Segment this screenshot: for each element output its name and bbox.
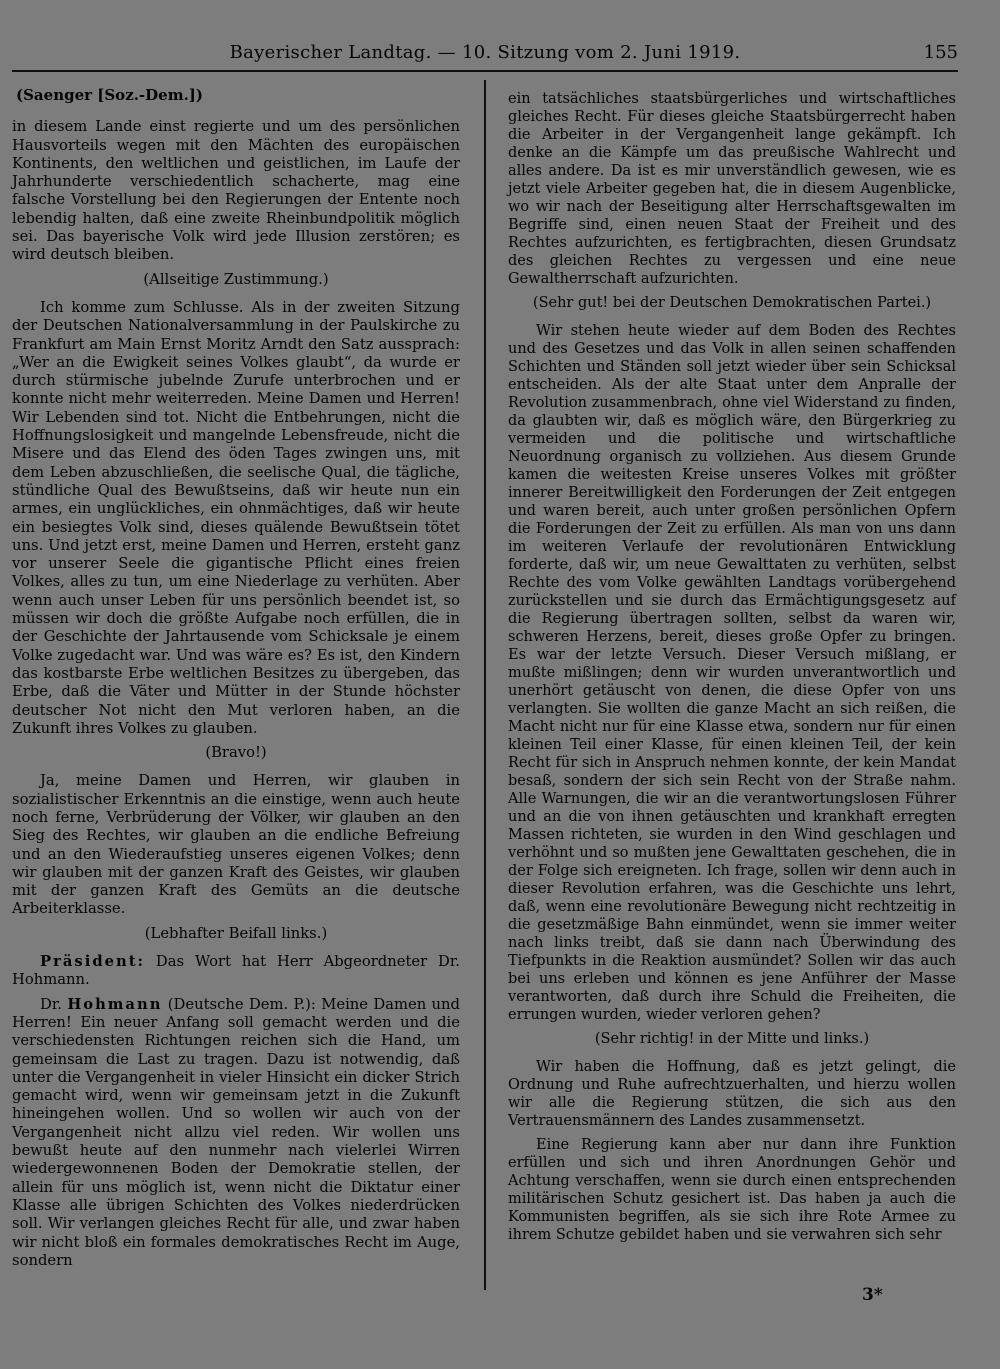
paragraph: Ja, meine Damen und Herren, wir glauben in sozialistischer Erkenntnis an die einstige, wenn auch heute noch ferne, Verbrüderung der Völker, wir glauben an den Sieg des Rechtes, wir glauben an die endliche Befreiung und an den Wiederaufstieg unseres eigenen Volkes; denn wir glauben mit der ganzen Kraft des Geistes, wir glauben mit der ganzen Kraft des Gemüts an die deutsche Arbeiterklasse. [12,772,460,918]
reaction: (Lebhafter Beifall links.) [144,924,328,942]
left-column [12,86,460,1276]
speaker-heading: (Saenger [Soz.-Dem.]) [16,86,203,104]
speech-text: Meine Damen und Herren! Ein neuer Anfang soll gemacht werden und die verschiedensten Richtungen reichen sich die Hand, um gemeinsam die Last zu tragen. Dazu ist notwendig, daß unter die Vergangenheit in vieler Hinsicht ein dicker Strich gemacht wird, wenn wir gemeinsam jetzt in die Zukunft hineingehen wollen. Und so wollen wir auch von der Vergangenheit nicht allzu viel reden. Wir wollen uns bewußt heute auf den nunmehr nach vielerlei Wirren wiedergewonnenen Boden der Demokratie stellen, der allein für uns möglich ist, wenn nicht die Diktatur einer Klasse alle übrigen Schichten des Volkes niederdrücken soll. Wir verlangen gleiches Recht für alle, und zwar haben wir nicht bloß ein formales demokratisches Recht im Auge, sondern [12,995,460,1269]
reaction: (Sehr gut! bei der Deutschen Demokratischen Partei.) [532,295,932,311]
speaker-title: Dr. [40,995,62,1013]
paragraph: Wir haben die Hoffnung, daß es jetzt gelingt, die Ordnung und Ruhe aufrechtzuerhalten, und hierzu wollen wir alle die Regierung stützen, die sich aus den Vertrauensmännern des Landes zusammensetzt. [508,1059,956,1129]
right-column [508,90,956,1250]
column-divider [484,80,486,1290]
paragraph: Ich komme zum Schlusse. Als in der zweiten Sitzung der Deutschen Nationalversammlung in der Paulskirche zu Frankfurt am Main Ernst Moritz Arndt den Satz aussprach: „Wer an die Ewigkeit seines Volkes glaubt“, da wurde er durch stürmische jubelnde Zurufe unterbrochen und er konnte nicht mehr weiterreden. Meine Damen und Herren! Wir Lebenden sind tot. Nicht die Entbehrungen, nicht die Hoffnungslosigkeit und mangelnde Lebensfreude, nicht die Misere und das Elend des öden Tages zwingen uns, mit dem Leben abzuschließen, die seelische Qual, die tägliche, stündliche Qual des Bewußtseins, daß wir heute nun ein armes, ein unglückliches, ein ohnmächtiges, daß wir heute ein besiegtes Volk sind, dieses quälende Bewußtsein tötet uns. Und jetzt erst, meine Damen und Herren, ersteht ganz vor unserer Seele die gigantische Pflicht eines freien Volkes, alles zu tun, um eine Niederlage zu verhüten. Aber wenn auch unser Leben für uns persönlich beendet ist, so müssen wir doch die größte Aufgabe noch erfüllen, die in der Geschichte der Jahrtausende vom Schicksale je einem Volke zugedacht war. Und was wäre es? Es ist, den Kindern das kostbarste Erbe weltlichen Besitzes zu übergeben, das Erbe, daß die Väter und Mütter in der Stunde höchster deutscher Not nicht den Mut verloren haben, an die Zukunft ihres Volkes zu glauben. [12,298,460,737]
reaction: (Sehr richtig! in der Mitte und links.) [594,1031,870,1047]
paragraph: in diesem Lande einst regierte und um des persönlichen Hausvorteils wegen mit den Mächten des europäischen Kontinents, den weltlichen und geistlichen, im Laufe der Jahrhunderte verschiedentlich schacherte, mag eine falsche Vorstellung bei den Regierungen der Entente noch lebendig halten, daß eine zweite Rheinbundpolitik möglich sei. Das bayerische Volk wird jede Illusion zerstören; es wird deutsch bleiben. [12,118,460,264]
page-number: 155 [923,42,958,63]
running-title: Bayerischer Landtag. — 10. Sitzung vom 2. Juni 1919. [229,42,741,63]
page-header [12,40,958,72]
speaker-party: (Deutsche Dem. P.): [167,995,316,1013]
president-text: Das Wort hat Herr Abgeordneter Dr. Hohmann. [12,953,460,989]
signature-mark: 3* [862,1285,883,1305]
president-label: Präsident: [40,953,146,971]
speaker-paragraph [12,996,460,1270]
paragraph: ein tatsächliches staatsbürgerliches und wirtschaftliches gleiches Recht. Für dieses gleiche Staatsbürgerrecht haben die Arbeiter in der Vergangenheit lange gekämpft. Ich denke an die Kämpfe um das preußische Wahlrecht und alles andere. Da ist es mir unverständlich gewesen, wie es jetzt viele Arbeiter gegeben hat, die in diesem Augenblicke, wo wir nach der Beseitigung alter Herrschaftsgewalten im Begriffe sind, einen neuen Staat der Freiheit und des Rechtes aufzurichten, es fertigbrachten, diesen Grundsatz des gleichen Rechtes zu vergessen und eine neue Gewaltherrschaft aufzurichten. [508,91,956,287]
speaker-name: Hohmann [67,995,163,1013]
paragraph: Eine Regierung kann aber nur dann ihre Funktion erfüllen und sich und ihren Anordnungen Gehör und Achtung verschaffen, wenn sie durch einen entsprechenden militärischen Schutz gesichert ist. Das haben ja auch die Kommunisten begriffen, als sie sich ihre Rote Armee zu ihrem Schutze gebildet haben und sie verwahren sich sehr [508,1137,956,1243]
paragraph: Wir stehen heute wieder auf dem Boden des Rechtes und des Gesetzes und das Volk in allen seinen schaffenden Schichten und Ständen soll jetzt wieder über sein Schicksal entscheiden. Als der alte Staat unter dem Anpralle der Revolution zusammenbrach, ohne viel Widerstand zu finden, da glaubten wir, daß es möglich wäre, den Bürgerkrieg zu vermeiden und die politische und wirtschaftliche Neuordnung organisch zu vollziehen. Aus diesem Grunde kamen die weitesten Kreise unseres Volkes mit größter innerer Bereitwilligkeit den Forderungen der Zeit entgegen und waren bereit, auch unter großen persönlichen Opfern die Forderungen der Zeit zu erfüllen. Als man von uns dann im weiteren Verlaufe der revolutionären Entwicklung forderte, daß wir, um neue Gewalttaten zu verhüten, selbst Rechte des vom Volke gewählten Landtags vorübergehend zurückstellen und sie durch das Ermächtigungsgesetz auf die Regierung übertragen sollten, selbst da waren wir, schweren Herzens, bereit, dieses große Opfer zu bringen. Es war der letzte Versuch. Dieser Versuch mißlang, er mußte mißlingen; denn wir wurden unverantwortlich und unerhört getäuscht von denen, die diese Opfer von uns verlangten. Sie wollten die ganze Macht an sich reißen, die Macht nicht nur für eine Klasse etwa, sondern nur für einen kleinen Teil einer Klasse, für einen kleinen Teil, der kein Recht für sich in Anspruch nehmen konnte, der kein Mandat besaß, sondern der sich sein Recht von der Straße nahm. Alle Warnungen, die wir an die verantwortungslosen Führer und an die von ihnen getäuschten und krankhaft erregten Massen richteten, sie wurden in den Wind geschlagen und verhöhnt und so mußten jene Gewalttaten geschehen, die in der Folge sich ereigneten. Ich frage, sollen wir denn auch in dieser Revolution erfahren, was die Geschichte uns lehrt, daß, wenn eine revolutionäre Bewegung nicht rechtzeitig in die gesetzmäßige Bahn einmündet, wenn sie immer weiter nach links treibt, daß sie dann nach Überwindung des Tiefpunkts in die Reaktion ausmündet? Sollen wir das auch bei uns erleben und können es jene Anführer der Masse verantworten, daß durch ihre Schuld die Freiheiten, die errungen wurden, wieder verloren gehen? [508,323,956,1023]
reaction: (Bravo!) [205,744,267,762]
reaction: (Allseitige Zustimmung.) [143,270,329,288]
president-statement [12,953,460,990]
